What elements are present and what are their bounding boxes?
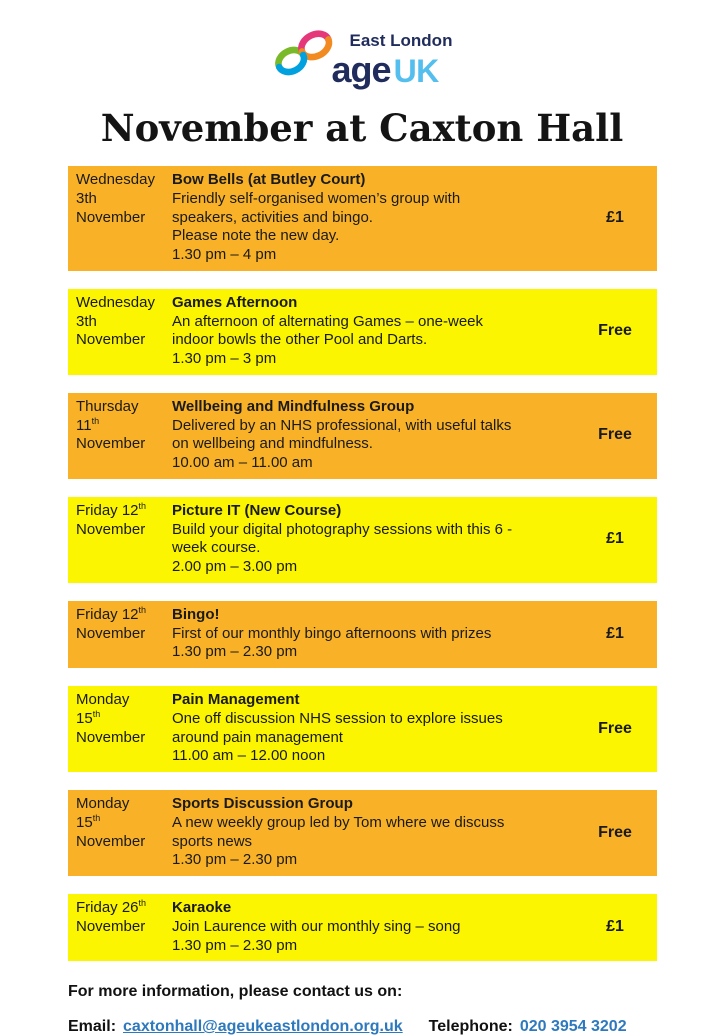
event-date — [68, 899, 172, 955]
event-row — [68, 894, 657, 961]
logo-text — [332, 32, 453, 88]
event-description-line: Delivered by an NHS professional, with useful talks — [172, 416, 512, 434]
event-description-line: on wellbeing and mindfulness. — [172, 435, 373, 453]
event-date-line: November — [76, 331, 146, 349]
ageuk-loop-icon — [272, 24, 338, 86]
email-link[interactable]: caxtonhall@ageukeastlondon.org.uk — [123, 1018, 403, 1036]
event-date — [68, 398, 172, 473]
event-price: £1 — [606, 530, 624, 548]
logo-region-text: East London — [349, 31, 453, 50]
footer-info-text: For more information, please contact us on: — [68, 983, 403, 1001]
event-description-line: speakers, activities and bingo. — [172, 208, 373, 226]
telephone-label: Telephone: — [428, 1018, 513, 1036]
event-row — [68, 686, 657, 772]
event-date-line: November — [76, 624, 146, 642]
event-date-line: 3th — [76, 189, 97, 207]
event-date — [68, 171, 172, 265]
footer-contact-line — [68, 1018, 657, 1036]
page-title: November at Caxton Hall — [100, 106, 624, 150]
event-content — [172, 606, 573, 662]
event-description-line: sports news — [172, 832, 253, 850]
event-row — [68, 497, 657, 583]
event-description-line: indoor bowls the other Pool and Darts. — [172, 331, 428, 349]
event-description-line: One off discussion NHS session to explore issues — [172, 709, 503, 727]
event-date-line: November — [76, 435, 146, 453]
ordinal-suffix: th — [91, 415, 100, 426]
event-date-line: November — [76, 917, 146, 935]
logo-uk-text: UK — [393, 52, 439, 89]
event-row — [68, 393, 657, 479]
event-title: Bingo! — [172, 605, 220, 623]
event-date-line: Friday 12th — [76, 500, 147, 519]
telephone-number: 020 3954 3202 — [519, 1018, 627, 1036]
event-content — [172, 899, 573, 955]
event-row — [68, 289, 657, 375]
event-price: Free — [598, 322, 632, 340]
event-time: 1.30 pm – 2.30 pm — [172, 936, 298, 954]
event-content — [172, 398, 573, 473]
header — [0, 0, 724, 96]
ordinal-suffix: th — [92, 812, 101, 823]
event-time: 1.30 pm – 4 pm — [172, 246, 277, 263]
event-content — [172, 294, 573, 369]
event-date-line: 3th — [76, 312, 97, 330]
event-time: 2.00 pm – 3.00 pm — [172, 558, 298, 575]
event-description-line: Please note the new day. — [172, 227, 340, 245]
event-price: Free — [598, 426, 632, 444]
event-title: Wellbeing and Mindfulness Group — [172, 397, 415, 415]
event-content — [172, 502, 573, 577]
event-date-line: 15th — [76, 708, 101, 727]
event-row — [68, 601, 657, 668]
ordinal-suffix: th — [92, 708, 101, 719]
footer — [68, 983, 657, 1036]
event-description-line: First of our monthly bingo afternoons with prizes — [172, 624, 492, 642]
event-price: £1 — [606, 208, 624, 226]
event-description-line: Friendly self-organised women’s group with — [172, 189, 461, 207]
ordinal-suffix: th — [138, 604, 147, 615]
ordinal-suffix: th — [138, 500, 147, 511]
logo-brand — [331, 48, 453, 90]
event-time: 1.30 pm – 3 pm — [172, 350, 277, 367]
event-date — [68, 795, 172, 870]
event-date-line: 11th — [76, 415, 100, 434]
ageuk-logo — [272, 24, 453, 88]
event-date — [68, 691, 172, 766]
events-table — [68, 166, 657, 961]
event-date-line: Friday 26th — [76, 898, 147, 916]
event-date-line: 15th — [76, 812, 101, 831]
event-price: £1 — [606, 918, 624, 936]
event-title: Sports Discussion Group — [172, 795, 353, 812]
event-date-line: November — [76, 208, 146, 226]
event-description-line: Join Laurence with our monthly sing – song — [172, 917, 461, 935]
event-date-line: November — [76, 520, 146, 538]
logo-age-text: age — [331, 48, 391, 90]
event-date — [68, 294, 172, 369]
event-title: Bow Bells (at Butley Court) — [172, 171, 366, 188]
event-date-line: November — [76, 832, 146, 850]
event-date — [68, 606, 172, 662]
event-description-line: An afternoon of alternating Games – one-week — [172, 312, 484, 330]
event-time: 1.30 pm – 2.30 pm — [172, 851, 298, 869]
event-price: Free — [598, 823, 632, 841]
event-date-line: Wednesday — [76, 171, 155, 188]
event-row — [68, 166, 657, 271]
event-description-line: Build your digital photography sessions with this 6 - — [172, 520, 513, 538]
event-date-line: Monday — [76, 795, 130, 812]
event-description-line: week course. — [172, 539, 261, 557]
event-date-line: Thursday — [76, 397, 139, 415]
event-row — [68, 790, 657, 876]
ordinal-suffix: th — [138, 898, 147, 908]
event-time: 11.00 am – 12.00 noon — [172, 747, 326, 765]
event-date — [68, 502, 172, 577]
event-price: £1 — [606, 624, 624, 642]
event-date-line: Friday 12th — [76, 604, 147, 623]
event-title: Pain Management — [172, 691, 300, 708]
event-time: 10.00 am – 11.00 am — [172, 454, 313, 471]
event-content — [172, 171, 573, 265]
event-description-line: around pain management — [172, 728, 343, 746]
event-content — [172, 691, 573, 766]
event-time: 1.30 pm – 2.30 pm — [172, 643, 298, 661]
event-price: Free — [598, 719, 632, 737]
event-content — [172, 795, 573, 870]
event-description-line: A new weekly group led by Tom where we discuss — [172, 813, 505, 831]
event-title: Karaoke — [172, 899, 232, 916]
event-date-line: Wednesday — [76, 293, 155, 311]
event-title: Picture IT (New Course) — [172, 501, 342, 519]
event-date-line: November — [76, 728, 146, 746]
email-label: Email: — [68, 1018, 117, 1036]
event-date-line: Monday — [76, 691, 130, 708]
event-title: Games Afternoon — [172, 293, 298, 311]
